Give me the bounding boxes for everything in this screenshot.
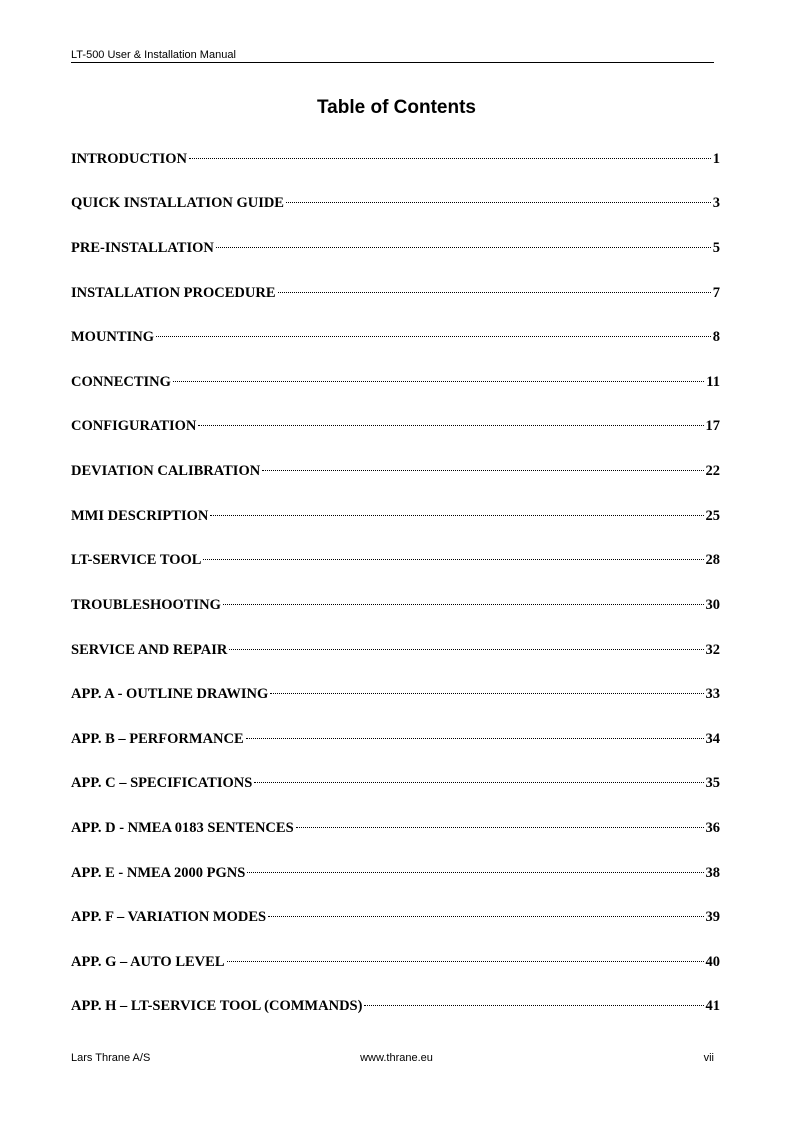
toc-entry-label: INSTALLATION PROCEDURE: [71, 285, 276, 301]
toc-dot-leader: [156, 336, 711, 337]
toc-entry-app-c-specifications[interactable]: [71, 773, 720, 793]
footer-company: Lars Thrane A/S: [71, 1052, 151, 1064]
toc-entry-label: PRE-INSTALLATION: [71, 240, 214, 256]
toc-entry-deviation-calibration[interactable]: [71, 461, 720, 481]
toc-entry-page: 17: [705, 418, 720, 434]
toc-entry-label: APP. B – PERFORMANCE: [71, 731, 244, 747]
toc-entry-page: 28: [705, 552, 720, 568]
toc-entry-page: 7: [712, 285, 720, 301]
toc-entry-label: APP. E - NMEA 2000 PGNS: [71, 865, 246, 881]
toc-entry-app-h-lt-service-tool-commands[interactable]: [71, 996, 720, 1016]
toc-dot-leader: [223, 604, 704, 605]
toc-entry-page: 30: [705, 597, 720, 613]
toc-entry-pre-installation[interactable]: [71, 238, 720, 258]
toc-dot-leader: [364, 1005, 703, 1006]
toc-entry-installation-procedure[interactable]: [71, 283, 720, 303]
toc-dot-leader: [173, 381, 704, 382]
toc-entry-quick-installation-guide[interactable]: [71, 193, 720, 213]
toc-entry-mmi-description[interactable]: [71, 506, 720, 526]
toc-entry-page: 11: [706, 374, 720, 390]
toc-entry-page: 33: [705, 686, 720, 702]
toc-entry-connecting[interactable]: [71, 372, 720, 392]
toc-dot-leader: [262, 470, 703, 471]
toc-entry-app-b-performance[interactable]: [71, 729, 720, 749]
toc-entry-page: 8: [712, 329, 720, 345]
toc-entry-label: APP. H – LT-SERVICE TOOL (COMMANDS): [71, 998, 363, 1014]
toc-dot-leader: [270, 693, 703, 694]
toc-dot-leader: [210, 515, 703, 516]
toc-entry-label: CONFIGURATION: [71, 418, 197, 434]
toc-entry-page: 5: [712, 240, 720, 256]
toc-entry-lt-service-tool[interactable]: [71, 550, 720, 570]
toc-dot-leader: [216, 247, 711, 248]
toc-entry-label: INTRODUCTION: [71, 151, 188, 167]
toc-entry-configuration[interactable]: [71, 416, 720, 436]
toc-entry-label: TROUBLESHOOTING: [71, 597, 221, 613]
toc-entry-page: 35: [705, 775, 720, 791]
toc-entry-label: MOUNTING: [71, 329, 154, 345]
toc-dot-leader: [247, 872, 703, 873]
toc-entry-service-and-repair[interactable]: [71, 640, 720, 660]
toc-entry-label: APP. C – SPECIFICATIONS: [71, 775, 253, 791]
toc-entry-page: 39: [705, 909, 720, 925]
toc-entry-label: SERVICE AND REPAIR: [71, 642, 228, 658]
toc-entry-page: 25: [705, 508, 720, 524]
toc-dot-leader: [268, 916, 703, 917]
toc-entry-app-a-outline-drawing[interactable]: [71, 684, 720, 704]
toc-dot-leader: [246, 738, 704, 739]
toc-dot-leader: [229, 649, 703, 650]
toc-entry-page: 41: [705, 998, 720, 1014]
footer-website: www.thrane.eu: [360, 1052, 433, 1064]
toc-dot-leader: [203, 559, 703, 560]
toc-dot-leader: [286, 202, 711, 203]
toc-entry-app-g-auto-level[interactable]: [71, 952, 720, 972]
toc-entry-label: APP. F – VARIATION MODES: [71, 909, 267, 925]
toc-entry-page: 32: [705, 642, 720, 658]
toc-entry-page: 1: [712, 151, 720, 167]
toc-dot-leader: [227, 961, 704, 962]
toc-dot-leader: [189, 158, 711, 159]
toc-entry-app-d-nmea-0183-sentences[interactable]: [71, 818, 720, 838]
toc-entry-page: 40: [705, 954, 720, 970]
toc-dot-leader: [296, 827, 704, 828]
toc-entry-label: APP. D - NMEA 0183 SENTENCES: [71, 820, 294, 836]
toc-entry-app-f-variation-modes[interactable]: [71, 907, 720, 927]
toc-dot-leader: [198, 425, 703, 426]
footer-page-number: vii: [703, 1052, 714, 1064]
toc-entry-troubleshooting[interactable]: [71, 595, 720, 615]
toc-entry-label: CONNECTING: [71, 374, 171, 390]
header-rule: [71, 62, 714, 63]
page-title: Table of Contents: [316, 97, 477, 118]
toc-entry-label: QUICK INSTALLATION GUIDE: [71, 195, 284, 211]
toc-entry-mounting[interactable]: [71, 327, 720, 347]
toc-entry-page: 34: [705, 731, 720, 747]
toc-entry-label: LT-SERVICE TOOL: [71, 552, 202, 568]
toc-dot-leader: [254, 782, 703, 783]
toc-entry-page: 36: [705, 820, 720, 836]
toc-entry-label: MMI DESCRIPTION: [71, 508, 209, 524]
toc-entry-app-e-nmea-2000-pgns[interactable]: [71, 863, 720, 883]
toc-entry-page: 38: [705, 865, 720, 881]
toc-entry-page: 3: [712, 195, 720, 211]
toc-entry-label: DEVIATION CALIBRATION: [71, 463, 261, 479]
toc-entry-label: APP. G – AUTO LEVEL: [71, 954, 225, 970]
running-header: LT-500 User & Installation Manual: [71, 49, 236, 61]
toc-dot-leader: [278, 292, 711, 293]
toc-entry-introduction[interactable]: [71, 149, 720, 169]
toc-entry-page: 22: [705, 463, 720, 479]
toc-entry-label: APP. A - OUTLINE DRAWING: [71, 686, 269, 702]
